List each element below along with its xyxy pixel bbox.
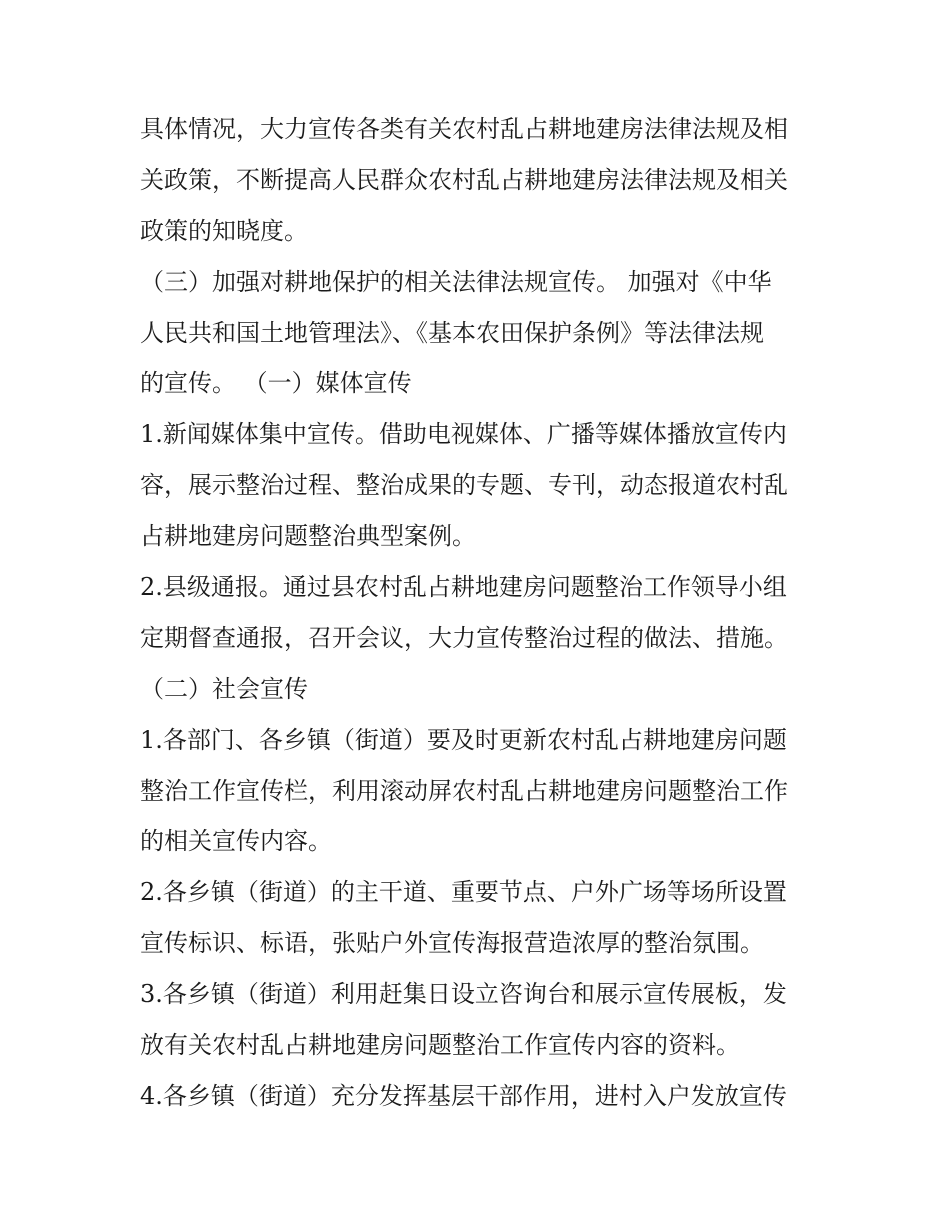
- section-heading-social: （二）社会宣传: [140, 674, 308, 703]
- body-text: [140, 104, 820, 1122]
- list-item-social-2: 2.各乡镇（街道）的主干道、重要节点、户外广场等场所设置: [140, 878, 787, 907]
- list-item-social-4: 4.各乡镇（街道）充分发挥基层干部作用，进村入户发放宣传: [140, 1081, 787, 1110]
- text-line: 容，展示整治过程、整治成果的专题、专刊，动态报道农村乱: [140, 471, 788, 500]
- text-line: 政策的知晓度。: [140, 216, 308, 245]
- text-line: 的宣传。 （一）媒体宣传: [140, 369, 412, 398]
- text-line: 关政策，不断提高人民群众农村乱占耕地建房法律法规及相关: [140, 165, 788, 194]
- text-line: 定期督查通报，召开会议，大力宣传整治过程的做法、措施。: [140, 623, 788, 652]
- section-heading-3: （三）加强对耕地保护的相关法律法规宣传。 加强对《中华: [140, 267, 772, 296]
- text-line: 放有关农村乱占耕地建房问题整治工作宣传内容的资料。: [140, 1031, 740, 1060]
- text-line: 占耕地建房问题整治典型案例。: [140, 522, 476, 551]
- list-item-social-3: 3.各乡镇（街道）利用赶集日设立咨询台和展示宣传展板，发: [140, 980, 787, 1009]
- list-item-social-1: 1.各部门、各乡镇（街道）要及时更新农村乱占耕地建房问题: [140, 725, 787, 754]
- list-item-media-2: 2.县级通报。通过县农村乱占耕地建房问题整治工作领导小组: [140, 573, 787, 602]
- text-line: 人民共和国土地管理法》、《基本农田保护条例》等法律法规: [140, 318, 764, 347]
- text-line: 整治工作宣传栏，利用滚动屏农村乱占耕地建房问题整治工作: [140, 776, 788, 805]
- text-line: 的相关宣传内容。: [140, 827, 332, 856]
- list-item-media-1: 1.新闻媒体集中宣传。借助电视媒体、广播等媒体播放宣传内: [140, 420, 787, 449]
- text-line: 宣传标识、标语，张贴户外宣传海报营造浓厚的整治氛围。: [140, 929, 764, 958]
- text-line: 具体情况，大力宣传各类有关农村乱占耕地建房法律法规及相: [140, 115, 788, 143]
